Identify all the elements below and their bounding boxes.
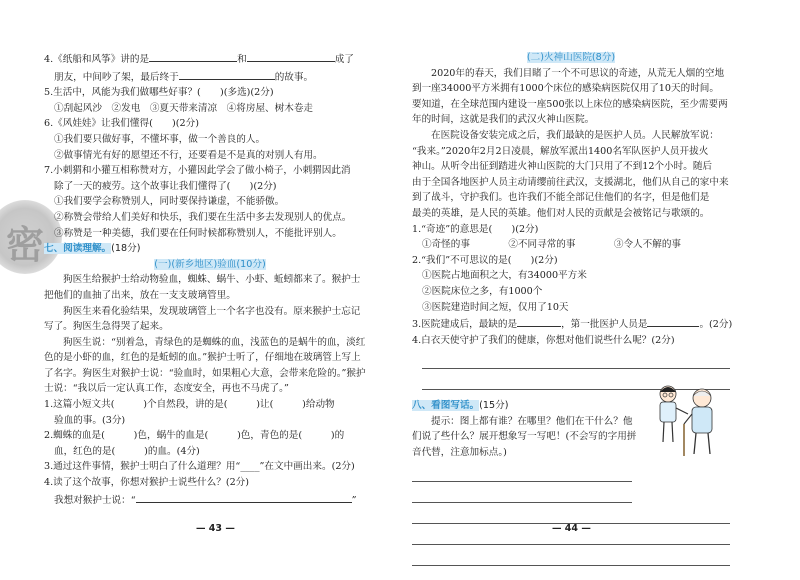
q5: 5.生活中，风能为我们做哪些好事？( )(多选)(2分): [44, 87, 274, 99]
answer-blank[interactable]: [647, 315, 699, 327]
q7-option-3: ③称赞是一种美德，我们要在任何时候都称赞别人，不能批评别人。: [54, 227, 342, 239]
passage-line: 狗医生来看化验结果，发现玻璃管上一个名字也没有。原来猴护士忘记: [63, 305, 361, 317]
q6-option-1: ①我们要只做好事，不懂坏事，做一个善良的人。: [54, 133, 266, 145]
reading-q3: 3.通过这件事情，猴护士明白了什么道理？用“____”在文中画出来。(2分): [44, 461, 355, 473]
q7-option-1: ①我们要学会称赞别人，同时要保持谦虚，不能骄傲。: [54, 196, 285, 208]
q4-line1: 4.《纸船和风筝》讲的是 和 成了: [44, 50, 376, 68]
reading-1-title: (一)(新乡地区)验血(10分): [154, 258, 266, 270]
writing-line[interactable]: [422, 354, 730, 369]
passage-line: 要知道，在全球范围内建设一座500张以上床位的感染病医院，至少需要两: [412, 98, 728, 110]
stamp-char: 密: [6, 222, 45, 267]
q6: 6.《风娃娃》让我们懂得( )(2分): [44, 118, 199, 130]
q7-line1: 7.小刺猬和小獾互相称赞对方，小獾因此学会了做小椅子，小刺猬因此消: [44, 165, 351, 177]
passage-line: 狗医生给猴护士给动物验血，蜘蛛、蜗牛、小虾、蚯蚓都来了。猴护士: [63, 274, 361, 286]
right-page: [412, 50, 733, 566]
reading2-q2-option-3: ③医院建造时间之短，仅用了10天: [422, 301, 569, 313]
writing-line[interactable]: [412, 488, 632, 503]
passage-line: 在医院设备安装完成之后，我们最缺的是医护人员。人民解放军说：: [431, 129, 719, 141]
q4-line2: 朋友，中间吵了架，最后终于 的故事。: [44, 68, 376, 86]
writing-line[interactable]: [412, 509, 730, 524]
passage-line: 把他们的血抽了出来，放在一支支玻璃管里。: [44, 289, 236, 301]
writing-line[interactable]: [412, 467, 632, 482]
passage-line: 最美的英雄，是人民的英雄。他们对人民的贡献是会被铭记与歌颂的。: [412, 207, 710, 219]
reading2-q2-option-1: ①医院占地面积之大，有34000平方米: [422, 270, 587, 282]
hint-line: 音代替，注意加标点。): [412, 447, 507, 459]
q7-option-2: ②称赞会带给人们美好和快乐，我们要在生活中多去发现别人的优点。: [54, 211, 352, 223]
q5-options: ①刮起风沙 ②发电 ③夏天带来清凉 ④将房屋、树木卷走: [54, 102, 314, 114]
reading-q4-answer: 我想对猴护士说：“ ”: [44, 491, 376, 509]
answer-blank[interactable]: [517, 315, 561, 327]
hint-line: 提示：图上都有谁？在哪里？他们在干什么？他: [431, 415, 633, 427]
section-7-title: 七、阅读理解。(18分): [44, 243, 141, 255]
page-number-right: — 44 —: [552, 523, 591, 534]
reading2-q2-option-2: ②医院床位之多，有1000个: [422, 285, 543, 297]
reading-q1-line1: 1.这篇小短文共( )个自然段，讲的是( )让( )给动物: [44, 399, 335, 411]
answer-blank[interactable]: [179, 68, 275, 80]
passage-line: 神山。从听令出征到踏进火神山医院的大门只用了不到12个小时。随后: [412, 161, 713, 173]
reading-q4: 4.读了这个故事，你想对猴护士说些什么？(2分): [44, 477, 250, 489]
reading2-q4: 4.白衣天使守护了我们的健康，你想对他们说些什么呢？(2分): [412, 334, 675, 346]
passage-line: 了名字。狗医生对猴护士说：“验血时，如果粗心大意，会带来危险的。”猴护: [44, 367, 366, 379]
page-number-left: — 43 —: [196, 523, 235, 534]
q7-line2: 除了一天的疲劳。这个故事让我们懂得了( )(2分): [54, 180, 277, 192]
passage-line: “我来。”2020年2月2日凌晨，解放军派出1400名军队医护人员开拔火: [412, 145, 709, 157]
passage-line: 年的时间，这就是我们的武汉火神山医院。: [412, 114, 595, 126]
reading2-q1: 1.“奇迹”的意思是( )(2分): [412, 223, 539, 235]
section-8-title: 八、看图写话。(15分): [412, 400, 509, 412]
reading-q2-line2: 血，红色的是( )的血。(4分): [54, 445, 200, 457]
hint-line: 们说了些什么？展开想象写一写吧！(不会写的字用拼: [412, 431, 637, 443]
reading2-q1-options: ①奇怪的事 ②不同寻常的事 ③令人不解的事: [422, 239, 682, 251]
answer-blank[interactable]: [136, 491, 352, 503]
answer-blank[interactable]: [247, 50, 335, 62]
passage-line: 到了战斗，守护我们。也许我们不能全部记住他们的名字，但是他们是: [412, 192, 710, 204]
left-page: [44, 50, 376, 508]
passage-line: 士说：“我以后一定认真工作，态度安全，再也不马虎了。”: [44, 383, 289, 395]
passage-line: 色的是小虾的血，红色的是蚯蚓的血。”猴护士听了，仔细地在玻璃管上写上: [44, 352, 361, 364]
q6-option-2: ②做事情光有好的愿望还不行，还要看是不是真的对别人有用。: [54, 149, 323, 161]
reading-q1-line2: 验血的事。(3分): [54, 414, 126, 426]
passage-line: 到一座34000平方米拥有1000个床位的感染病医院仅用了10天的时间。: [412, 83, 719, 95]
reading-2-title: (二)火神山医院(8分): [526, 52, 616, 63]
reading2-q2: 2.“我们”不可思议的是( )(2分): [412, 254, 558, 266]
passage-line: 2020年的春天，我们目睹了一个不可思议的奇迹，从荒无人烟的空地: [431, 67, 725, 79]
reading-q2-line1: 2.蜘蛛的血是( )色，蜗牛的血是( )色，青色的是( )的: [44, 430, 345, 442]
reading2-q3: 3.医院建成后，最缺的是 ，第一批医护人员是 。(2分): [412, 315, 730, 333]
writing-line[interactable]: [412, 551, 730, 566]
nurse-and-grandpa-illustration: [648, 380, 730, 460]
passage-line: 写了。狗医生急得哭了起来。: [44, 321, 169, 333]
passage-line: 由于全国各地医护人员主动请缨前往武汉，支援湖北，他们从自己的家中来: [412, 176, 729, 188]
passage-line: 狗医生说：“别着急，青绿色的是蜘蛛的血，浅蓝色的是蜗牛的血，淡红: [63, 336, 366, 348]
answer-blank[interactable]: [149, 50, 237, 62]
